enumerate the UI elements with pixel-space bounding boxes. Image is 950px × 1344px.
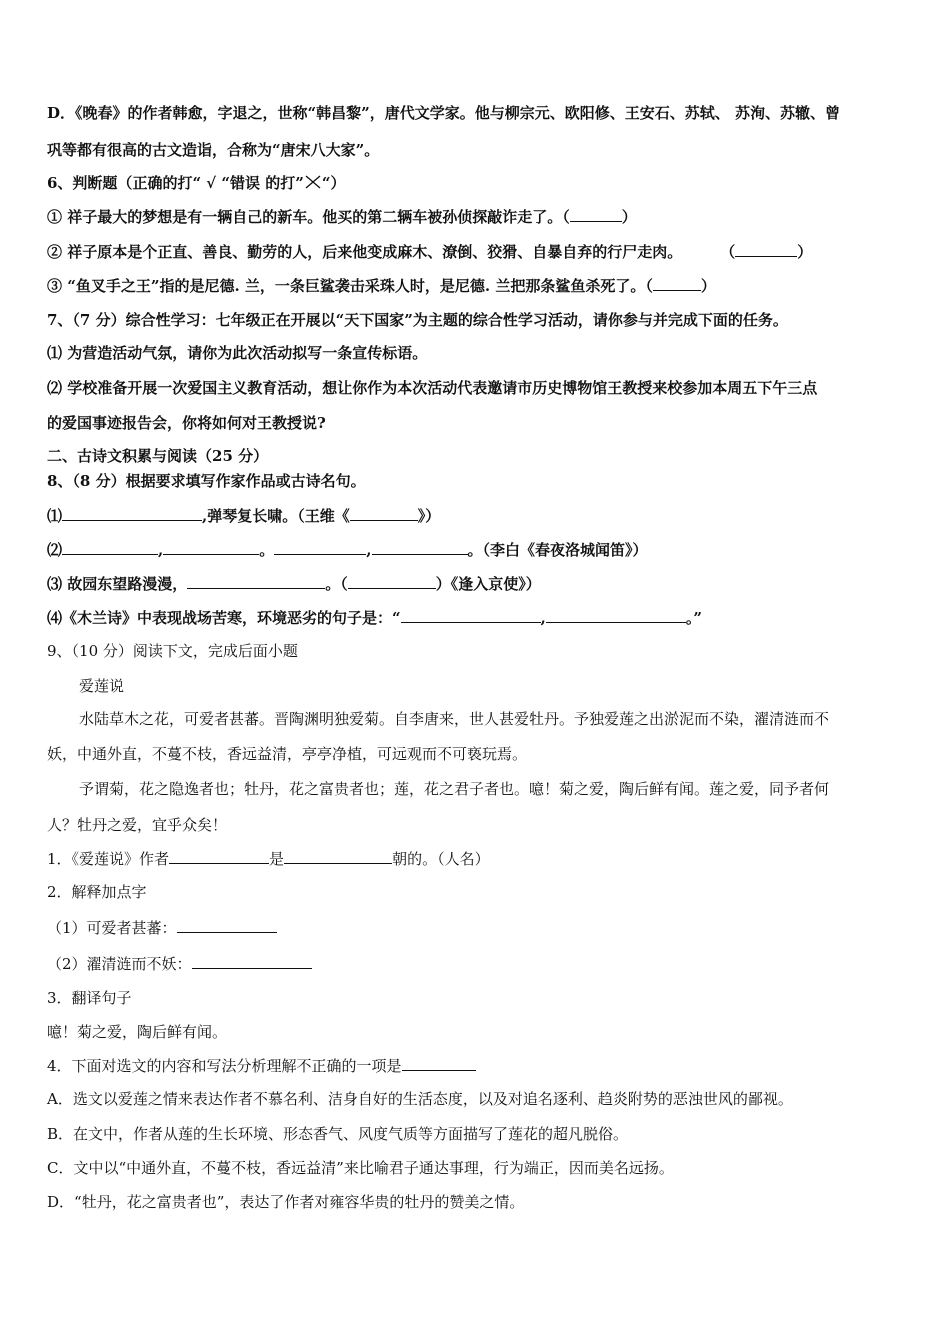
q9-sub-2-2 [47, 953, 312, 974]
q8-l4-end: 。” [685, 609, 703, 627]
q8-l1-end: 》） [417, 507, 441, 525]
q8-l2-comma: , [158, 541, 164, 559]
q8-title: 8、（8 分）根据要求填写作家作品或古诗名句。 [47, 472, 366, 490]
q9-sub-2-1 [47, 917, 277, 938]
q6-item-2 [47, 241, 812, 262]
q6-item-2-paren: （ [720, 243, 736, 261]
answer-blank[interactable] [735, 241, 797, 257]
answer-blank[interactable] [62, 539, 158, 555]
q7-item-2-line2: 的爱国事迹报告会，你将如何对王教授说? [47, 414, 326, 432]
q9-s1-text: 1．《爱莲说》作者 [47, 850, 170, 868]
q6-item-2-end: ） [797, 243, 813, 261]
answer-blank[interactable] [62, 505, 202, 521]
q8-line-3 [47, 573, 541, 594]
q6-item-1 [47, 206, 637, 227]
q8-l2-end: 。（李白《春夜洛城闻笛》） [467, 541, 648, 559]
q8-l1-text: ,弹琴复长啸。（王维《 [202, 507, 350, 525]
option-d: D．“牡丹，花之富贵者也”，表达了作者对雍容华贵的牡丹的赞美之情。 [47, 1193, 525, 1211]
answer-blank[interactable] [402, 1055, 476, 1071]
q6-title-end: “） [321, 174, 346, 192]
cross-mark-icon [304, 174, 322, 190]
q9-title: 9、（10 分）阅读下文，完成后面小题 [47, 642, 298, 660]
q6-item-3-text: ③ “鱼叉手之王”指的是尼德. 兰，一条巨鲨袭击采珠人时，是尼德. 兰把那条鲨鱼杀死了。（ [47, 277, 653, 295]
answer-blank[interactable] [284, 848, 392, 864]
answer-blank[interactable] [546, 607, 686, 623]
q9-s2-1-text: （1）可爱者甚蕃： [47, 919, 177, 937]
answer-blank[interactable] [192, 953, 312, 969]
q7-title: 7、（7 分）综合性学习：七年级正在开展以“天下国家”为主题的综合性学习活动，请你参与并完成下面的任务。 [47, 311, 788, 329]
passage-p2-line1: 予谓菊，花之隐逸者也；牡丹，花之富贵者也；莲，花之君子者也。噫！菊之爱，陶后鲜有闻。莲之爱，同予者何 [79, 780, 830, 798]
q8-l1-num: ⑴ [47, 507, 63, 525]
q9-sub-4 [47, 1055, 476, 1076]
answer-blank[interactable] [169, 848, 269, 864]
q8-line-2 [47, 539, 648, 560]
q6-title-text: 6、判断题（正确的打“ √ “错误 的打” [47, 174, 304, 192]
q7-item-2-line1: ⑵ 学校准备开展一次爱国主义教育活动，想让你作为本次活动代表邀请市历史博物馆王教授来校参加本周五下午三点 [47, 379, 818, 397]
q8-l2-comma-2: , [366, 541, 372, 559]
q6-item-3 [47, 275, 716, 296]
q8-l3-mid: 。（ [325, 575, 348, 593]
answer-blank[interactable] [177, 917, 277, 933]
answer-blank[interactable] [274, 539, 366, 555]
q8-line-4 [47, 607, 702, 628]
option-c: C．文中以“中通外直，不蔓不枝，香远益清”来比喻君子通达事理，行为端正，因而美名远扬。 [47, 1159, 674, 1177]
option-d-line2: 巩等都有很高的古文造诣，合称为“唐宋八大家”。 [47, 141, 380, 159]
q8-l4-comma: , [540, 609, 546, 627]
answer-blank[interactable] [372, 539, 468, 555]
option-d-line1: D．《晚春》的作者韩愈，字退之，世称“韩昌黎”，唐代文学家。他与柳宗元、欧阳修、王安石、苏轼、 苏洵、苏辙、曾 [47, 104, 840, 122]
q9-s2-2-text: （2）濯清涟而不妖： [47, 955, 192, 973]
passage-p1-line2: 妖，中通外直，不蔓不枝，香远益清，亭亭净植，可远观而不可亵玩焉。 [47, 745, 528, 763]
q9-s1-end: 朝的。（人名） [392, 850, 490, 868]
q9-sub-1 [47, 848, 490, 869]
answer-blank[interactable] [653, 275, 701, 291]
passage-p1-line1: 水陆草木之花，可爱者甚蕃。晋陶渊明独爱菊。自李唐来，世人甚爱牡丹。予独爱莲之出淤泥而不染，濯清涟而不 [79, 710, 830, 728]
answer-blank[interactable] [163, 539, 259, 555]
passage-p2-line2: 人？牡丹之爱，宜乎众矣！ [47, 816, 228, 834]
passage-title: 爱莲说 [79, 677, 125, 695]
q9-sub-3-text: 噫！菊之爱，陶后鲜有闻。 [47, 1023, 228, 1041]
q8-l3-end: ）《逢入京使》） [435, 575, 541, 593]
q6-item-1-text: ① 祥子最大的梦想是有一辆自己的新车。他买的第二辆车被孙侦探敲诈走了。（ [47, 208, 570, 226]
q7-item-1: ⑴ 为营造活动气氛，请你为此次活动拟写一条宣传标语。 [47, 344, 428, 362]
answer-blank[interactable] [187, 573, 325, 589]
answer-blank[interactable] [350, 505, 418, 521]
q8-l2-period: 。 [259, 541, 275, 559]
option-b: B．在文中，作者从莲的生长环境、形态香气、风度气质等方面描写了莲花的超凡脱俗。 [47, 1125, 629, 1143]
answer-blank[interactable] [570, 206, 622, 222]
q9-s4-text: 4．下面对选文的内容和写法分析理解不正确的一项是 [47, 1057, 402, 1075]
q8-l4-text: ⑷《木兰诗》中表现战场苦寒，环境恶劣的句子是：“ [47, 609, 401, 627]
q6-item-3-end: ） [700, 277, 716, 295]
q8-line-1 [47, 505, 440, 526]
q9-s1-mid: 是 [269, 850, 285, 868]
q6-item-2-text: ② 祥子原本是个正直、善良、勤劳的人，后来他变成麻木、潦倒、狡猾、自暴自弃的行尸走肉。 [47, 243, 683, 261]
option-a: A．选文以爱莲之情来表达作者不慕名利、洁身自好的生活态度，以及对追名逐利、趋炎附势的恶浊世风的鄙视。 [47, 1090, 793, 1108]
answer-blank[interactable] [401, 607, 541, 623]
q8-l3-text: ⑶ 故园东望路漫漫， [47, 575, 188, 593]
section-2-heading: 二、古诗文积累与阅读（25 分） [47, 447, 269, 465]
q6-title [47, 173, 346, 193]
q6-item-1-end: ） [621, 208, 637, 226]
q9-sub-3: 3．翻译句子 [47, 989, 132, 1007]
q9-sub-2: 2．解释加点字 [47, 883, 147, 901]
answer-blank[interactable] [348, 573, 436, 589]
q8-l2-num: ⑵ [47, 541, 63, 559]
